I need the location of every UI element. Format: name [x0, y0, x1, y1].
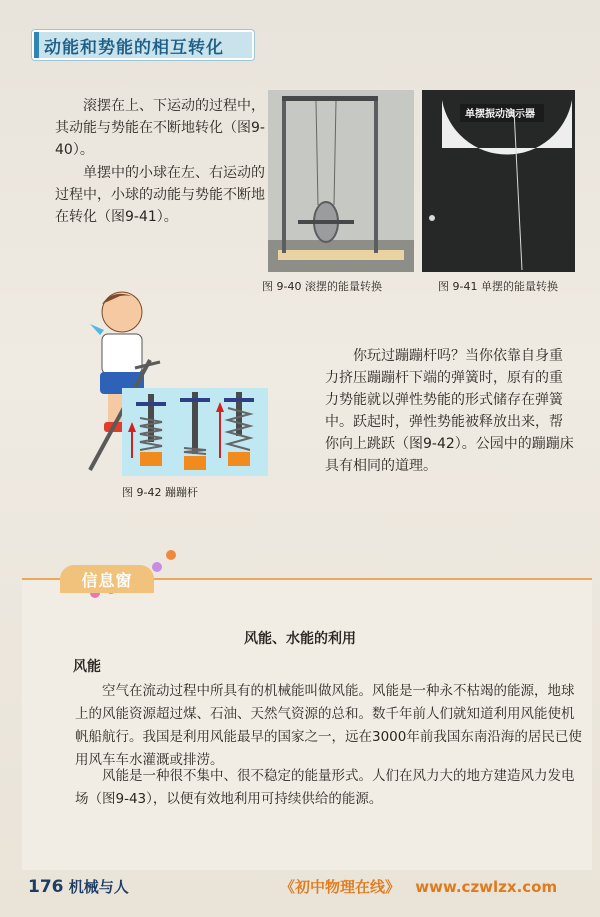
- section-title: [32, 30, 254, 60]
- paragraph-simple-pendulum: 单摆中的小球在左、右运动的过程中，小球的动能与势能不断地在转化（图9-41）。: [55, 165, 265, 225]
- spring-compression-diagram: [122, 388, 268, 476]
- figure-rolling-pendulum-photo: [268, 90, 414, 272]
- info-window-tab-label: 信息窗: [81, 570, 133, 590]
- figure-9-42-caption: 图 9-42 蹦蹦杆: [122, 486, 198, 499]
- info-paragraph-1: 空气在流动过程中所具有的机械能叫做风能。风能是一种永不枯竭的能源，地球上的风能资源超过煤、石油、天然气资源的总和。数千年前人们就知道利用风能使机帆船航行。我国是利用风能最早的国家之一，远在3000年前我国东南沿海的居民已使用风车车水灌溉或排涝。: [75, 683, 582, 768]
- paragraph-rolling-pendulum: 滚摆在上、下运动的过程中，其动能与势能在不断地转化（图9-40）。: [55, 98, 265, 158]
- info-paragraph-2: 风能是一种很不集中、很不稳定的能量形式。人们在风力大的地方建造风力发电场（图9-43），以便有效地利用可持续供给的能源。: [75, 768, 575, 807]
- page-footer: [28, 876, 129, 897]
- section-title-marker: [34, 32, 39, 58]
- section-title-text: 动能和势能的相互转化: [44, 37, 224, 58]
- page-number: 176: [28, 877, 64, 897]
- watermark-site-name: 《初中物理在线》: [280, 878, 401, 896]
- figure-9-41-caption: 图 9-41 单摆的能量转换: [438, 280, 558, 293]
- book-title: 机械与人: [68, 878, 129, 896]
- info-window-subheading: 风能: [73, 659, 101, 675]
- info-window-tab: [60, 565, 154, 593]
- pendulum-dial-label: 单摆振动演示器: [465, 109, 535, 120]
- rolling-pendulum-illustration: [268, 90, 414, 272]
- watermark: [280, 876, 557, 897]
- watermark-url: www.czwlzx.com: [415, 878, 558, 896]
- figure-9-40-caption: 图 9-40 滚摆的能量转换: [262, 280, 382, 293]
- info-window-heading: 风能、水能的利用: [244, 631, 356, 647]
- paragraph-pogo-stick: 你玩过蹦蹦杆吗？当你依靠自身重力挤压蹦蹦杆下端的弹簧时，原有的重力势能就以弹性势能的形式储存在弹簧中。跃起时，弹性势能被释放出来，帮你向上跳跃（图9-42）。公园中的蹦蹦床具有相同的道理。: [325, 348, 574, 474]
